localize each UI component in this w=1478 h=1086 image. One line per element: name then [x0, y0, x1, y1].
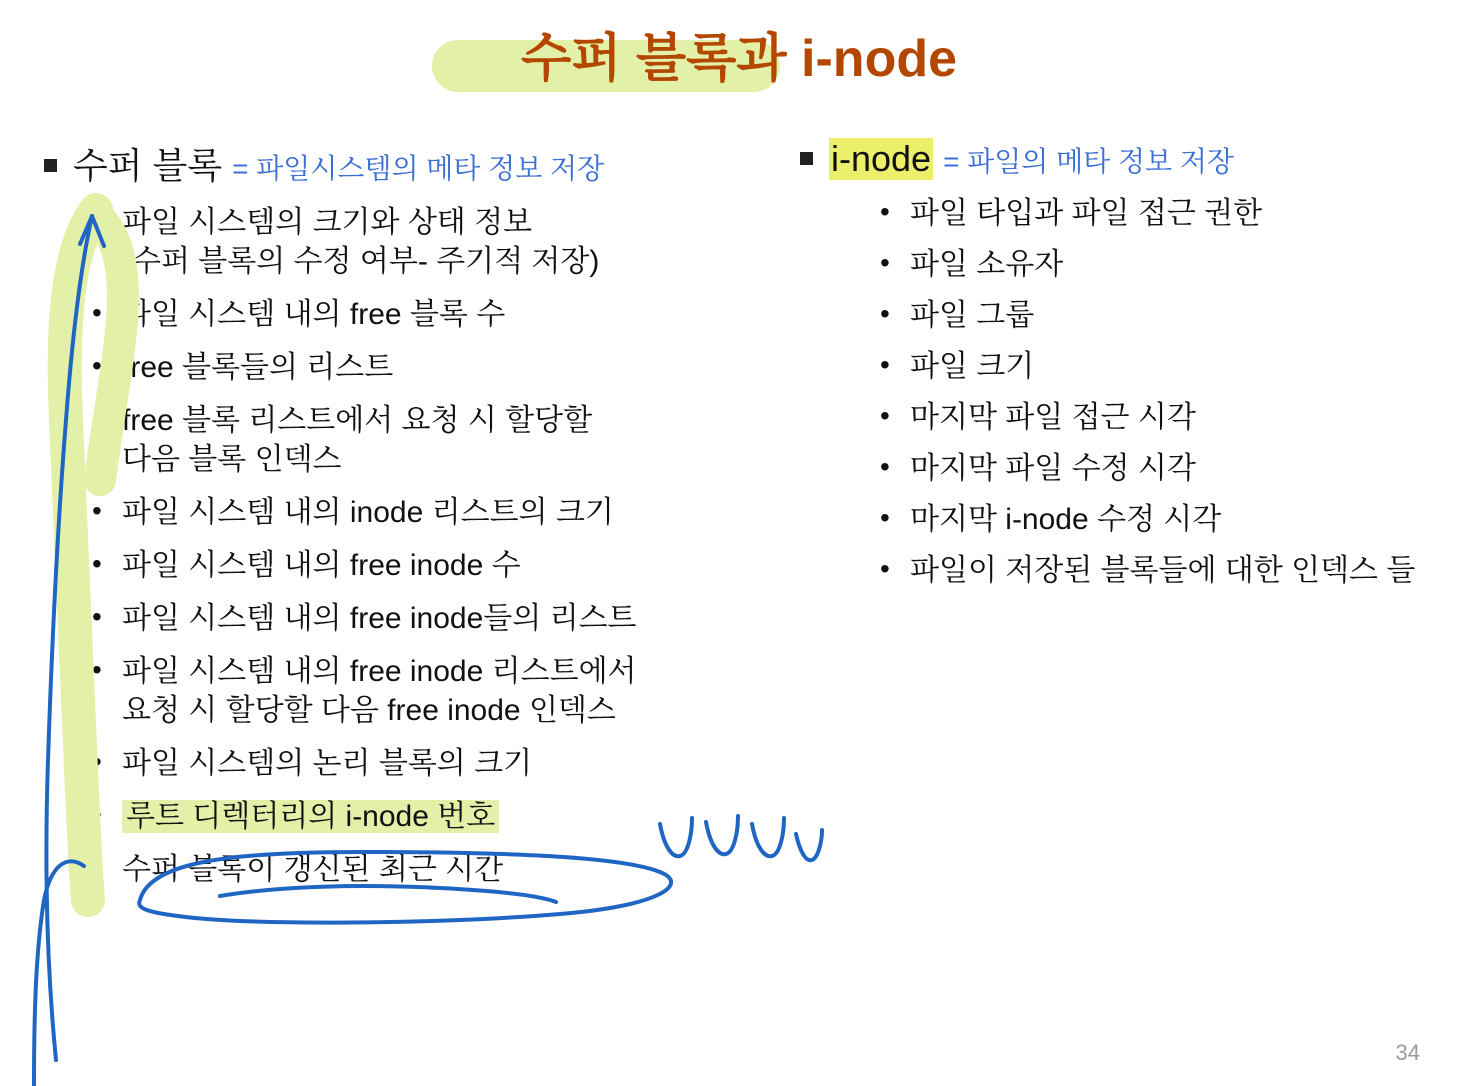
list-item-text: 파일 그룹 — [910, 299, 1035, 332]
list-item-text: 루트 디렉터리의 i-node 번호 — [122, 800, 499, 833]
page-number: 34 — [1395, 1040, 1420, 1065]
list-item — [910, 398, 1460, 437]
list-item — [122, 348, 764, 387]
list-item-text: 파일 시스템 내의 inode 리스트의 크기 — [122, 496, 614, 529]
list-item-text: 파일 시스템의 논리 블록의 크기 — [122, 747, 533, 780]
list-item-text-line2: 요청 시 할당할 다음 free inode 인덱스 — [122, 694, 616, 727]
list-item-text: 마지막 파일 수정 시각 — [910, 452, 1196, 485]
list-item — [122, 546, 764, 585]
list-item-text: 파일 시스템 내의 free inode 수 — [122, 549, 521, 582]
left-heading-note: = 파일시스템의 메타 정보 저장 — [232, 153, 605, 184]
list-item-text-line2: 다음 블록 인덱스 — [122, 443, 342, 476]
right-heading: i-node — [831, 138, 932, 179]
square-bullet-icon — [800, 152, 813, 165]
list-item-text-line2: (수퍼 블록의 수정 여부- 주기적 저장) — [122, 245, 600, 278]
list-item — [122, 850, 764, 889]
list-item — [910, 296, 1460, 335]
left-column — [44, 138, 764, 903]
list-item-text: free 블록들의 리스트 — [122, 351, 394, 384]
list-item — [122, 295, 764, 334]
right-column — [800, 138, 1460, 602]
list-item — [122, 401, 764, 479]
list-item-text: 파일 시스템의 크기와 상태 정보 — [122, 206, 533, 239]
list-item — [910, 500, 1460, 539]
list-item-text: 파일 크기 — [910, 350, 1035, 383]
list-item — [122, 203, 764, 281]
list-item — [122, 599, 764, 638]
list-item — [122, 493, 764, 532]
left-bullet-list — [44, 203, 764, 889]
list-item-text: 파일 시스템 내의 free inode 리스트에서 — [122, 655, 637, 688]
list-item-text: 수퍼 블록이 갱신된 최근 시간 — [122, 853, 504, 886]
list-item — [910, 449, 1460, 488]
list-item-text: 파일 소유자 — [910, 248, 1064, 281]
list-item — [910, 194, 1460, 233]
left-heading-row — [44, 138, 764, 189]
list-item-text: 파일 시스템 내의 free 블록 수 — [122, 298, 506, 331]
square-bullet-icon — [44, 159, 57, 172]
right-bullet-list — [800, 194, 1460, 590]
list-item-text: 마지막 i-node 수정 시각 — [910, 503, 1222, 536]
list-item — [910, 245, 1460, 284]
list-item — [910, 551, 1460, 590]
list-item-highlighted — [122, 797, 764, 836]
list-item — [910, 347, 1460, 386]
list-item — [122, 744, 764, 783]
right-heading-row — [800, 138, 1460, 180]
page-title: 수퍼 블록과 i-node — [520, 30, 958, 88]
list-item-text: free 블록 리스트에서 요청 시 할당할 — [122, 404, 593, 437]
right-heading-note: = 파일의 메타 정보 저장 — [943, 146, 1234, 177]
list-item-text: 파일 시스템 내의 free inode들의 리스트 — [122, 602, 637, 635]
list-item-text: 파일이 저장된 블록들에 대한 인덱스 들 — [910, 554, 1416, 587]
list-item-text: 파일 타입과 파일 접근 권한 — [910, 197, 1263, 230]
list-item — [122, 652, 764, 730]
left-heading: 수퍼 블록 — [73, 145, 223, 186]
list-item-text: 마지막 파일 접근 시각 — [910, 401, 1196, 434]
